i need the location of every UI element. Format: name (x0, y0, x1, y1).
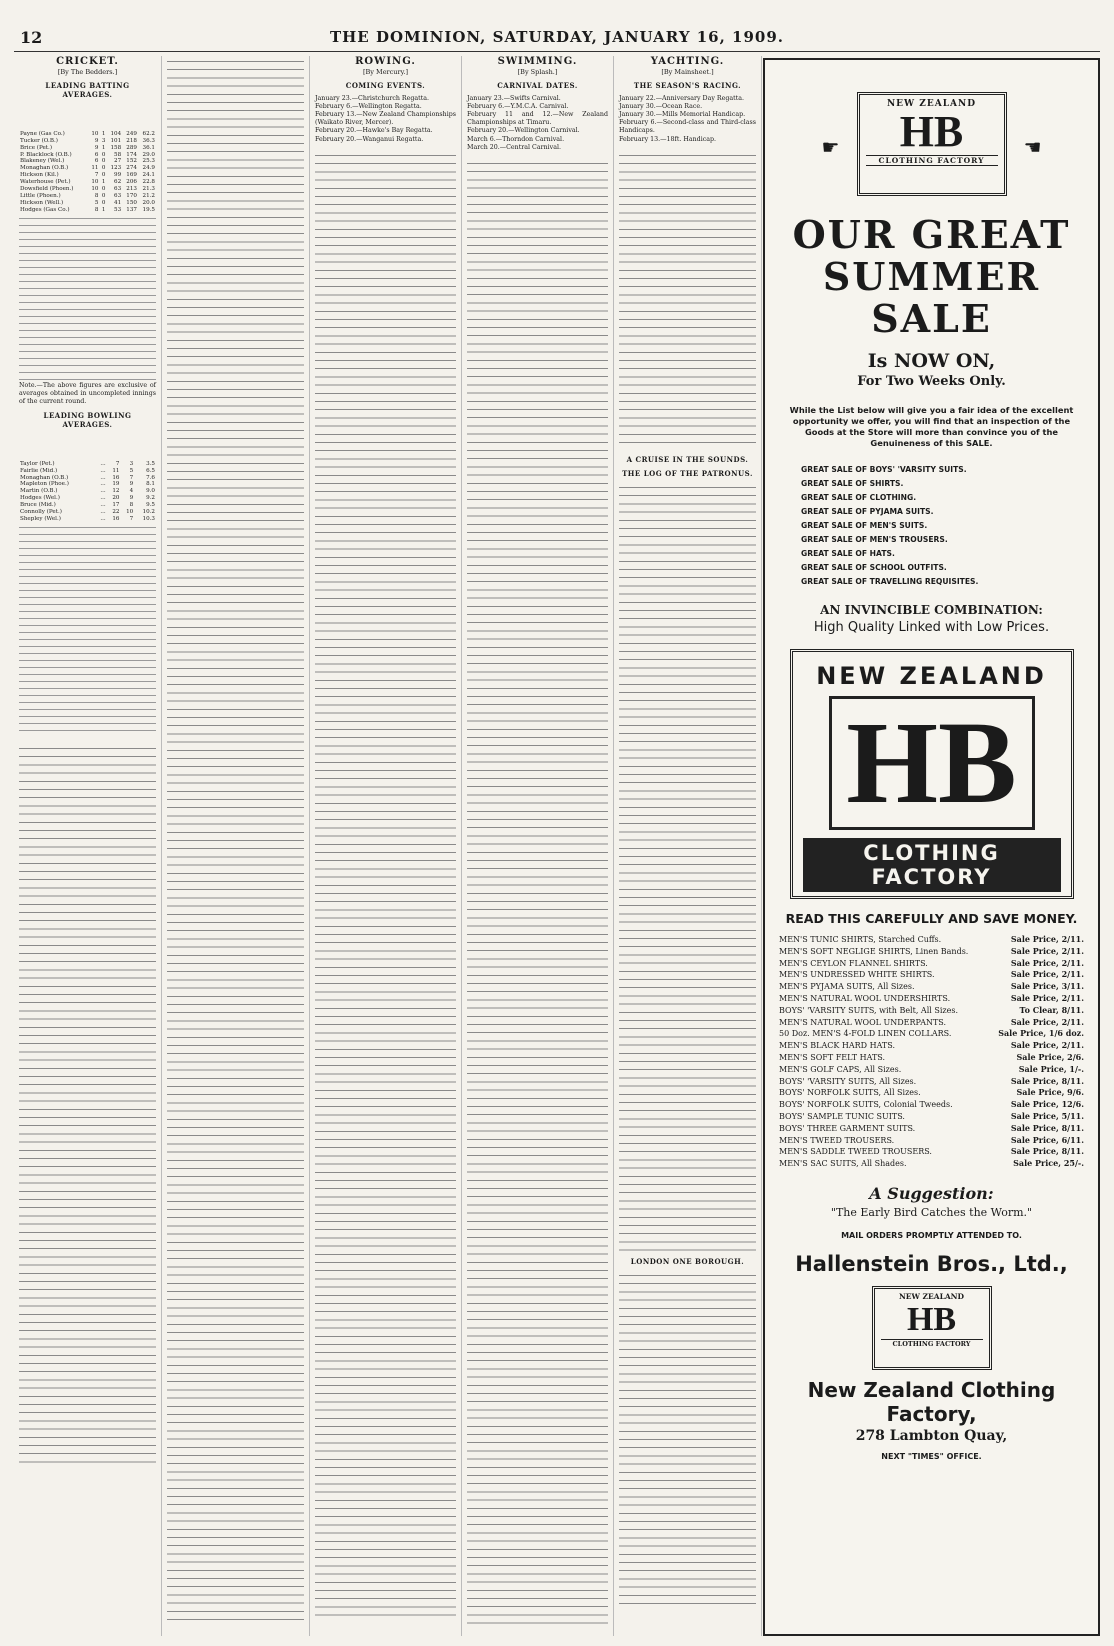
price-row (779, 969, 1084, 981)
batting-row (19, 145, 156, 152)
price-item: MEN'S NATURAL WOOL UNDERPANTS. (779, 1017, 947, 1027)
yachting-byline: [By Mainsheet.] (661, 68, 714, 77)
price-item: MEN'S SAC SUITS, All Shades. (779, 1159, 907, 1169)
sale-item: GREAT SALE OF SCHOOL OUTFITS. (801, 563, 947, 572)
batting-row-cell: 6 (94, 158, 99, 165)
price-value: Sale Price, 2/11. (1010, 945, 1084, 956)
batting-row (19, 207, 156, 214)
batting-row-cell: Payne (Gas Co.) (20, 130, 65, 137)
yachting-event: January 30.—Ocean Race. (619, 102, 703, 110)
price-value: Sale Price, 12/6. (1010, 1099, 1084, 1110)
bowling-row-cell: 9 (129, 495, 134, 502)
price-row (779, 1111, 1084, 1123)
batting-filler (19, 214, 156, 382)
batting-row-cell: 0 (101, 165, 106, 172)
price-value: Sale Price, 8/11. (1010, 1122, 1084, 1133)
price-item: MEN'S SADDLE TWEED TROUSERS. (779, 1147, 932, 1157)
batting-row-cell: 152 (126, 158, 137, 165)
price-row (779, 1146, 1084, 1158)
yachting-event: February 13.—18ft. Handicap. (619, 135, 717, 143)
yachting-text-1 (619, 150, 756, 450)
batting-row-cell: 19.5 (142, 206, 155, 213)
batting-row-cell: 5 (94, 199, 99, 206)
batting-row-cell: 53 (114, 206, 122, 213)
batting-row-cell: 206 (126, 179, 137, 186)
batting-row (19, 138, 156, 145)
bowling-row-cell: 10.3 (142, 515, 155, 522)
bowling-row (19, 468, 156, 475)
logo-bottom-hb: HB (906, 1300, 957, 1338)
price-row (779, 1040, 1084, 1052)
sale-item: GREAT SALE OF CLOTHING. (801, 493, 917, 502)
price-value: Sale Price, 8/11. (1010, 1146, 1084, 1157)
yachting-event: January 30.—Mills Memorial Handicap. (619, 111, 746, 119)
batting-row-cell: Hickson (Well.) (20, 199, 64, 206)
newspaper-title: THE DOMINION, SATURDAY, JANUARY 16, 1909. (329, 28, 785, 46)
swimming-byline: [By Splash.] (517, 68, 558, 77)
price-value: Sale Price, 25/-. (1013, 1158, 1084, 1169)
bowling-row-cell: 11 (112, 467, 120, 474)
bowling-row-cell: 3 (129, 460, 134, 467)
bowling-row-cell: 16 (112, 515, 120, 522)
bowling-row-cell: ... (100, 495, 106, 502)
batting-row-cell: 6 (94, 151, 99, 158)
swimming-sub: CARNIVAL DATES. (497, 81, 578, 91)
rowing-sub: COMING EVENTS. (345, 81, 426, 91)
bowling-row-cell: 4 (129, 488, 134, 495)
batting-row-cell: Monaghan (O.B.) (20, 165, 69, 172)
batting-row-cell: 99 (114, 172, 122, 179)
rowing-event: February 20.—Hawke's Bay Regatta. (315, 127, 433, 135)
yachting-event: January 22.—Anniversary Day Regatta. (619, 94, 744, 102)
bowling-row-cell: ... (100, 502, 106, 509)
swimming-text (467, 158, 608, 1628)
sale-item: GREAT SALE OF PYJAMA SUITS. (801, 507, 934, 516)
yachting-text-2 (619, 482, 756, 1252)
ad-intro: While the List below will give you a fair idea of the excellent opportunity we offer, you will find that an inspection of the Goods at the Store will more than convince you of the Genuineness of this SALE. (789, 405, 1074, 448)
price-item: MEN'S PYJAMA SUITS, All Sizes. (779, 982, 915, 992)
suggestion: A Suggestion: (869, 1183, 994, 1203)
batting-row-cell: 0 (101, 172, 106, 179)
rowing-event: January 23.—Christchurch Regatta. (315, 94, 429, 102)
hb-logo-top (821, 92, 1042, 196)
batting-row-cell: 9 (94, 144, 99, 151)
sale-item: GREAT SALE OF HATS. (801, 549, 895, 558)
batting-row-cell: 137 (126, 206, 137, 213)
batting-row-cell: Hodges (Gas Co.) (20, 206, 70, 213)
combo-title: AN INVINCIBLE COMBINATION: (820, 603, 1043, 617)
hallenstein: Hallenstein Bros., Ltd., (795, 1251, 1068, 1276)
price-value: Sale Price, 9/6. (1016, 1087, 1084, 1098)
swimming-event: March 6.—Thorndon Carnival. (467, 135, 565, 143)
yachting-sub: THE SEASON'S RACING. (633, 81, 742, 91)
batting-row-cell: 9 (94, 137, 99, 144)
batting-row-cell: 0 (101, 192, 106, 199)
batting-row-cell: 27 (114, 158, 122, 165)
bowling-row (19, 461, 156, 468)
cruise-sub: THE LOG OF THE PATRONUS. (622, 469, 753, 479)
price-value: Sale Price, 6/11. (1010, 1134, 1084, 1145)
batting-row-cell: Hickson (Kil.) (20, 172, 59, 179)
price-row (779, 1052, 1084, 1064)
cricket-column-1 (14, 56, 162, 1636)
batting-row-cell: 25.3 (142, 158, 155, 165)
price-row (779, 993, 1084, 1005)
batting-row-cell: 10 (91, 130, 99, 137)
price-value: Sale Price, 1/6 doz. (998, 1028, 1084, 1039)
combo-sub: High Quality Linked with Low Prices. (813, 620, 1050, 635)
bowling-row-cell: 9 (129, 481, 134, 488)
batting-row-cell: 24.9 (142, 165, 155, 172)
batting-row-cell: 62.2 (142, 130, 155, 137)
bowling-row-cell: ... (100, 474, 106, 481)
logo-bottom-cf: CLOTHING FACTORY (881, 1339, 983, 1348)
bowling-row-cell: Connolly (Pet.) (20, 509, 62, 516)
batting-row-cell: 274 (126, 165, 137, 172)
address: 278 Lambton Quay, (855, 1427, 1008, 1444)
batting-row-cell: 36.1 (142, 144, 155, 151)
bowling-row-cell: 19 (112, 481, 120, 488)
price-row (779, 1123, 1084, 1135)
price-item: MEN'S UNDRESSED WHITE SHIRTS. (779, 970, 935, 980)
hb-logo-large (790, 649, 1074, 899)
logo-large-cf: CLOTHING FACTORY (803, 838, 1061, 892)
batting-row-cell: 0 (101, 151, 106, 158)
batting-row-cell: 1 (101, 179, 106, 186)
batting-row-cell: 21.2 (142, 192, 155, 199)
batting-row-cell: 11 (91, 165, 99, 172)
bowling-row-cell: ... (100, 488, 106, 495)
sale-item: GREAT SALE OF MEN'S TROUSERS. (801, 535, 948, 544)
pointing-hand-icon: ☛ (821, 135, 840, 159)
swimming-title: SWIMMING. (497, 56, 578, 67)
bowling-row-cell: 6.5 (146, 467, 155, 474)
batting-row-cell: 174 (126, 151, 137, 158)
bowling-row (19, 516, 156, 523)
cricket-col2-text (167, 56, 304, 1626)
batting-row-cell: P. Blacklock (O.B.) (20, 151, 72, 158)
price-item: MEN'S BLACK HARD HATS. (779, 1041, 895, 1051)
batting-row-cell: 1 (101, 130, 106, 137)
price-item: MEN'S GOLF CAPS, All Sizes. (779, 1064, 902, 1074)
bowling-row-cell: 20 (112, 495, 120, 502)
batting-row-cell: Little (Phoen.) (20, 192, 61, 199)
price-row (779, 1064, 1084, 1076)
swimming-event: March 20.—Central Carnival. (467, 143, 561, 151)
price-value: Sale Price, 2/11. (1010, 934, 1084, 944)
bowling-row-cell: ... (100, 460, 106, 467)
ad-weeks: For Two Weeks Only. (857, 374, 1006, 389)
logo-nz: NEW ZEALAND (886, 99, 977, 109)
cruise-title: A CRUISE IN THE SOUNDS. (626, 454, 749, 464)
swimming-event: February 11 and 12.—New Zealand Championships at Timaru. (467, 111, 608, 127)
bowling-row-cell: 10.2 (142, 509, 155, 516)
rowing-title: ROWING. (355, 56, 416, 67)
bowling-row-cell: 3.5 (146, 460, 155, 467)
batting-row-cell: 21.3 (142, 186, 155, 193)
price-row (779, 1158, 1084, 1170)
batting-row-cell: 213 (126, 186, 137, 193)
batting-row-cell: 123 (110, 165, 122, 172)
bowling-row-cell: 12 (112, 488, 120, 495)
price-row (779, 1087, 1084, 1099)
price-value: Sale Price, 2/11. (1010, 969, 1084, 980)
sale-item: GREAT SALE OF TRAVELLING REQUISITES. (801, 577, 979, 586)
swimming-column (462, 56, 614, 1636)
bowling-row-cell: 8 (129, 502, 134, 509)
bowling-row-cell: ... (100, 509, 106, 516)
price-value: Sale Price, 2/11. (1010, 1040, 1084, 1051)
bowling-row-cell: Monaghan (O.B.) (20, 474, 69, 481)
batting-row-cell: 104 (110, 130, 122, 137)
batting-row-cell: 7 (94, 172, 99, 179)
mail-orders: MAIL ORDERS PROMPTLY ATTENDED TO. (841, 1230, 1022, 1240)
masthead (14, 26, 1100, 52)
price-item: MEN'S SOFT NEGLIGE SHIRTS, Linen Bands. (779, 946, 969, 956)
price-row (779, 1099, 1084, 1111)
batting-row-cell: 158 (110, 144, 122, 151)
price-value: Sale Price, 2/11. (1010, 992, 1084, 1003)
bowling-row-cell: 10 (126, 509, 134, 516)
price-value: Sale Price, 2/11. (1010, 1016, 1084, 1027)
bowling-row-cell: 7.6 (146, 474, 155, 481)
nz-clothing-factory: New Zealand Clothing Factory, (807, 1377, 1056, 1426)
price-row (779, 1076, 1084, 1088)
early-bird: "The Early Bird Catches the Worm." (830, 1205, 1033, 1219)
price-item: MEN'S NATURAL WOOL UNDERSHIRTS. (779, 993, 951, 1003)
yachting-column (614, 56, 762, 1636)
batting-row-cell: 1 (101, 206, 106, 213)
price-value: Sale Price, 1/-. (1018, 1063, 1084, 1074)
pointing-hand-icon: ☚ (1023, 135, 1042, 159)
bowling-row (19, 509, 156, 516)
sale-item: GREAT SALE OF MEN'S SUITS. (801, 521, 928, 530)
batting-row-cell: Dowsfield (Phoen.) (20, 186, 74, 193)
price-item: 50 Doz. MEN'S 4-FOLD LINEN COLLARS. (779, 1029, 952, 1039)
batting-row-cell: 20.0 (142, 199, 155, 206)
sales-list (779, 463, 1084, 589)
sale-item: GREAT SALE OF SHIRTS. (801, 479, 904, 488)
price-row (779, 958, 1084, 970)
bowling-table (19, 461, 156, 523)
hb-logo-bottom (872, 1286, 992, 1370)
price-item: BOYS' 'VARSITY SUITS, with Belt, All Sizes. (779, 1005, 958, 1015)
price-item: BOYS' NORFOLK SUITS, All Sizes. (779, 1088, 921, 1098)
batting-row-cell: 58 (114, 151, 122, 158)
hb-advertisement (763, 58, 1100, 1636)
price-value: To Clear, 8/11. (1019, 1004, 1084, 1015)
price-value: Sale Price, 8/11. (1010, 1075, 1084, 1086)
batting-row-cell: 10 (91, 186, 99, 193)
bowling-column-headers (19, 433, 156, 461)
logo-hb: HB (899, 107, 964, 156)
price-value: Sale Price, 2/11. (1010, 957, 1084, 968)
bowling-row-cell: 7 (115, 460, 120, 467)
price-item: BOYS' SAMPLE TUNIC SUITS. (779, 1111, 905, 1121)
logo-bottom-nz: NEW ZEALAND (898, 1291, 965, 1301)
rowing-byline: [By Mercury.] (362, 68, 408, 77)
price-row (779, 946, 1084, 958)
batting-row-cell: 24.1 (142, 172, 155, 179)
cricket-text-filler (19, 743, 156, 1463)
batting-row-cell: 0 (101, 158, 106, 165)
batting-row-cell: Brice (Pet.) (20, 144, 53, 151)
yachting-events (619, 95, 756, 144)
bowling-filler (19, 523, 156, 733)
price-item: MEN'S TUNIC SHIRTS, Starched Cuffs. (779, 935, 942, 944)
price-value: Sale Price, 2/6. (1016, 1051, 1084, 1062)
batting-row-cell: 8 (94, 192, 99, 199)
price-item: MEN'S SOFT FELT HATS. (779, 1052, 886, 1062)
bowling-row-cell: Fairlie (Mid.) (20, 467, 58, 474)
batting-row-cell: 63 (114, 186, 122, 193)
price-item: BOYS' 'VARSITY SUITS, All Sizes. (779, 1076, 917, 1086)
logo-cf: CLOTHING FACTORY (866, 155, 998, 166)
batting-row-cell: 150 (126, 199, 137, 206)
bowling-row-cell: 22 (112, 509, 120, 516)
batting-row-cell: 22.8 (142, 179, 155, 186)
rowing-event: February 6.—Wellington Regatta. (315, 102, 422, 110)
price-row (779, 934, 1084, 946)
bowling-row-cell: ... (100, 467, 106, 474)
bowling-row-cell: Hodges (Wel.) (20, 495, 60, 502)
bowling-row-cell: 16 (112, 474, 120, 481)
bowling-row-cell: Taylor (Pet.) (20, 460, 55, 467)
batting-row-cell: 10 (91, 179, 99, 186)
read-heading: READ THIS CAREFULLY AND SAVE MONEY. (785, 911, 1078, 926)
rowing-text (315, 150, 456, 1620)
swimming-event: February 20.—Wellington Carnival. (467, 127, 580, 135)
price-item: MEN'S TWEED TROUSERS. (779, 1135, 895, 1145)
logo-large-hb: HB (829, 696, 1035, 830)
price-item: MEN'S CEYLON FLANNEL SHIRTS. (779, 958, 928, 968)
bowling-row-cell: 7 (129, 474, 134, 481)
batting-row-cell: Waterhouse (Pet.) (20, 179, 71, 186)
batting-row (19, 186, 156, 193)
rowing-column (310, 56, 462, 1636)
bowling-row-cell: Shepley (Wel.) (20, 515, 61, 522)
swimming-events (467, 95, 608, 152)
cricket-byline: [By The Bedders.] (57, 68, 118, 77)
bowling-heading: LEADING BOWLING AVERAGES. (43, 411, 132, 429)
logo-large-nz: NEW ZEALAND (816, 662, 1047, 690)
bowling-row-cell: Mapleton (Phoe.) (20, 481, 69, 488)
cricket-column-2 (162, 56, 310, 1636)
price-value: Sale Price, 5/11. (1010, 1110, 1084, 1121)
london-title: LONDON ONE BOROUGH. (630, 1257, 745, 1267)
ad-now-on: Is NOW ON, (867, 350, 996, 372)
batting-row-cell: 0 (101, 186, 106, 193)
batting-row-cell: 169 (126, 172, 137, 179)
bowling-row-cell: 8.1 (146, 481, 155, 488)
yachting-text-3 (619, 1270, 756, 1610)
price-row (779, 1017, 1084, 1029)
batting-row-cell: 3 (101, 137, 106, 144)
cricket-title: CRICKET. (56, 56, 119, 67)
price-row (779, 1028, 1084, 1040)
sale-item: GREAT SALE OF BOYS' 'VARSITY SUITS. (801, 465, 967, 474)
batting-row-cell: Blakeney (Wel.) (20, 158, 65, 165)
batting-row-cell: 218 (126, 137, 137, 144)
batting-row-cell: 170 (126, 192, 137, 199)
batting-heading: LEADING BATTING AVERAGES. (45, 81, 130, 99)
batting-row-cell: 289 (126, 144, 137, 151)
bowling-row-cell: 5 (129, 467, 134, 474)
batting-row-cell: 1 (101, 144, 106, 151)
batting-row-cell: 62 (114, 179, 122, 186)
bowling-row-cell: 7 (129, 515, 134, 522)
batting-row (19, 200, 156, 207)
page-number: 12 (20, 28, 43, 47)
rowing-event: February 20.—Wanganui Regatta. (315, 135, 424, 143)
bowling-row-cell: 9.5 (146, 502, 155, 509)
price-row (779, 1005, 1084, 1017)
yachting-title: YACHTING. (650, 56, 725, 67)
bowling-row-cell: Martin (O.B.) (20, 488, 58, 495)
batting-row-cell: 29.0 (142, 151, 155, 158)
batting-table (19, 131, 156, 214)
batting-row (19, 193, 156, 200)
bowling-row-cell: 9.0 (146, 488, 155, 495)
bowling-row-cell: Bruce (Mid.) (20, 502, 56, 509)
batting-row (19, 131, 156, 138)
price-row (779, 1135, 1084, 1147)
bowling-row-cell: ... (100, 515, 106, 522)
batting-row-cell: 36.3 (142, 137, 155, 144)
swimming-event: January 23.—Swifts Carnival. (467, 94, 561, 102)
price-item: BOYS' THREE GARMENT SUITS. (779, 1123, 916, 1133)
ad-headline: OUR GREAT SUMMER SALE (792, 212, 1071, 341)
bowling-row-cell: ... (100, 481, 106, 488)
yachting-event: February 6.—Second-class and Third-class Handicaps. (619, 119, 756, 135)
batting-row-cell: 8 (94, 206, 99, 213)
batting-row-cell: 0 (101, 199, 106, 206)
batting-column-headers (19, 103, 156, 131)
bowling-row-cell: 17 (112, 502, 120, 509)
batting-row-cell: 41 (114, 199, 122, 206)
next-times: NEXT "TIMES" OFFICE. (881, 1451, 982, 1461)
price-row (779, 981, 1084, 993)
batting-note: Note.—The above figures are exclusive of averages obtained in uncompleted innings of the current round. (19, 381, 156, 406)
batting-row-cell: 63 (114, 192, 122, 199)
batting-row-cell: 249 (126, 130, 137, 137)
rowing-events (315, 95, 456, 144)
price-item: BOYS' NORFOLK SUITS, Colonial Tweeds. (779, 1100, 953, 1110)
bowling-row-cell: 9.2 (146, 495, 155, 502)
bowling-row (19, 502, 156, 509)
price-value: Sale Price, 3/11. (1010, 981, 1084, 992)
rowing-event: February 13.—New Zealand Championships (Waikato River, Mercer). (315, 111, 456, 127)
batting-row-cell: 101 (110, 137, 122, 144)
price-list (779, 934, 1084, 1170)
batting-row-cell: Tucker (O.B.) (20, 137, 58, 144)
swimming-event: February 6.—Y.M.C.A. Carnival. (467, 102, 569, 110)
